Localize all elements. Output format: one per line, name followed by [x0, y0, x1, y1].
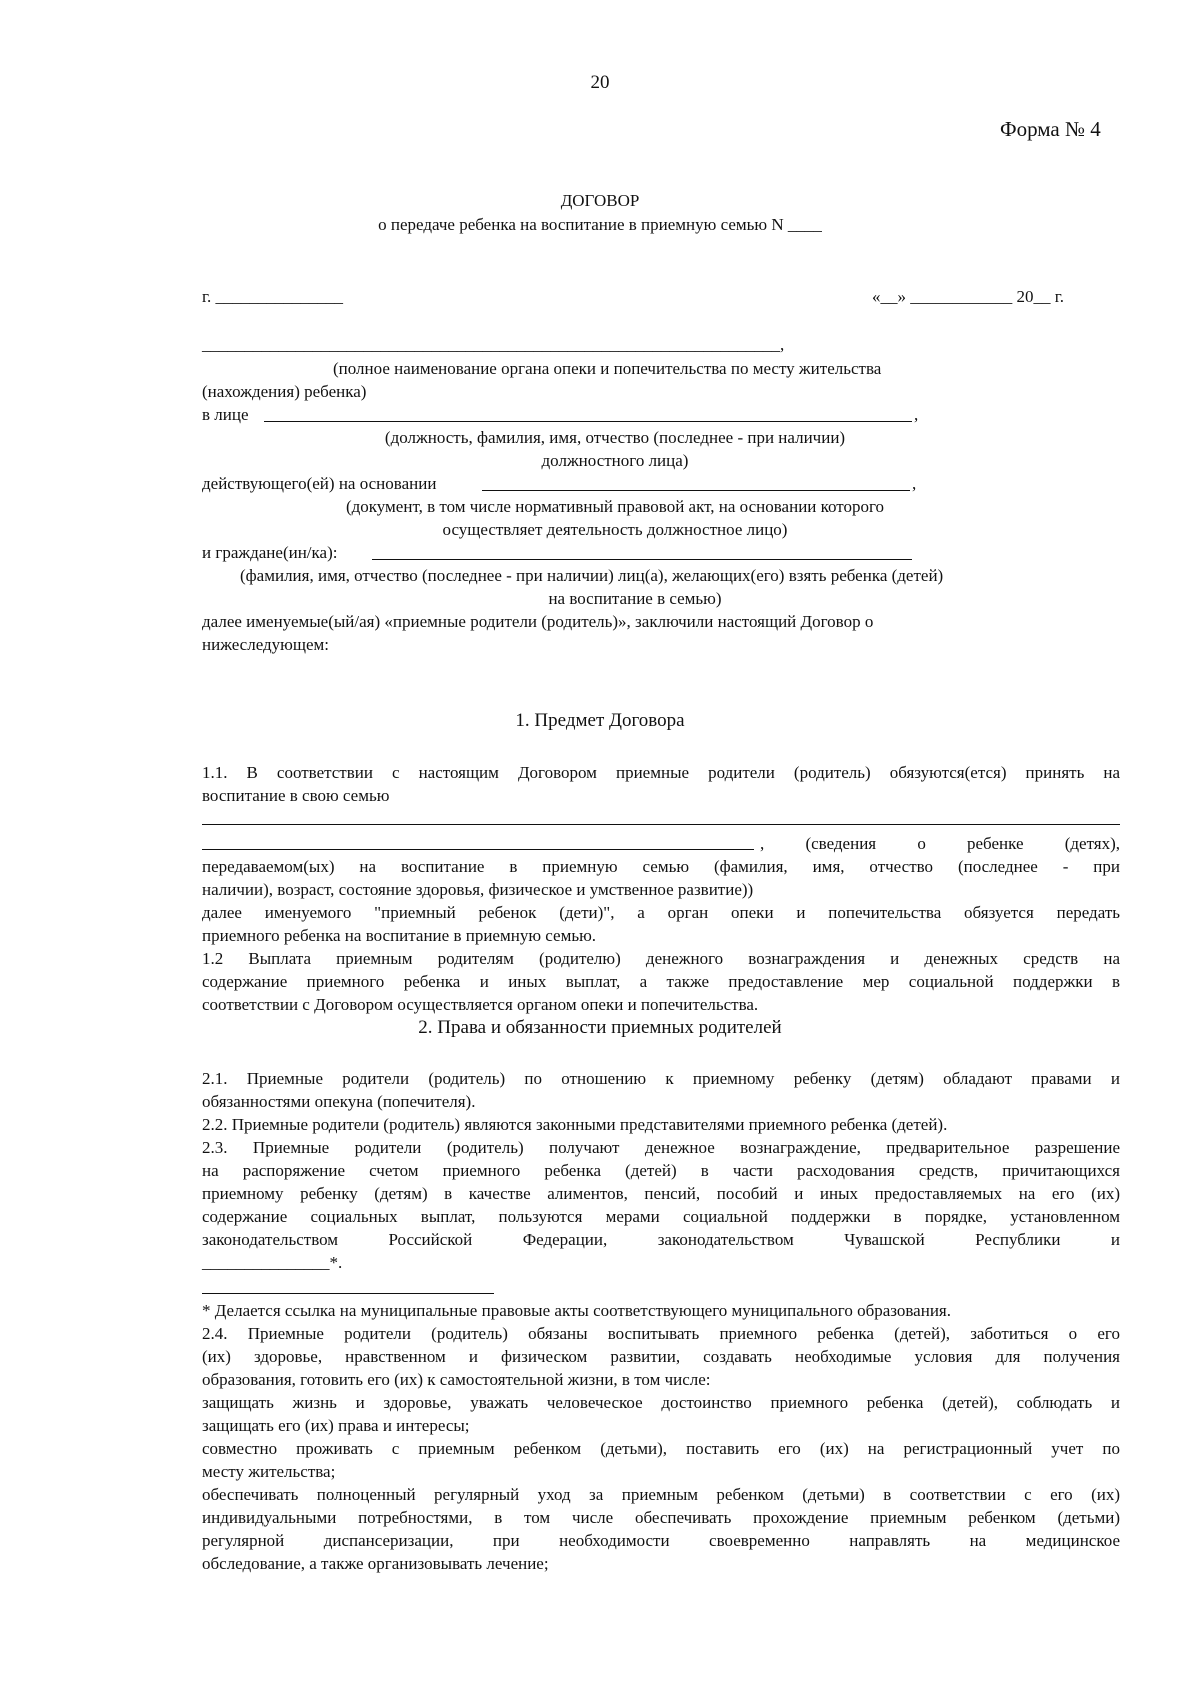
document-subtitle: о передаче ребенка на воспитание в приемную семью N ____	[378, 215, 822, 234]
clause-2-4: 2.4. Приемные родители (родитель) обязаны воспитывать приемного ребенка (детей), заботиться о его	[202, 1324, 1120, 1343]
footnote: * Делается ссылка на муниципальные правовые акты соответствующего муниципального образования.	[202, 1301, 951, 1320]
clause-2-4-l5: защищать его (их) права и интересы;	[202, 1416, 470, 1435]
child-info-note-cont: передаваемом(ых) на воспитание в приемную семью (фамилия, имя, отчество (последнее - при	[202, 857, 1120, 876]
clause-1-1-tail-end: приемного ребенка на воспитание в приемную семью.	[202, 926, 597, 945]
citizens-note-cont: на воспитание в семью)	[548, 589, 722, 608]
clause-2-4-l4: защищать жизнь и здоровье, уважать человеческое достоинство приемного ребенка (детей), соблюдать и	[202, 1393, 1120, 1412]
org-name-note: (полное наименование органа опеки и попечительства по месту жительства	[333, 359, 882, 378]
represented-by-label: в лице	[202, 405, 249, 424]
clause-1-2-cont: содержание приемного ребенка и иных выплат, а также предоставление мер социальной поддержки в	[202, 972, 1120, 991]
basis-blank-line	[482, 490, 910, 491]
contract-date: «__» ____________ 20__ г.	[872, 287, 1065, 306]
clause-2-1-cont: обязанностями опекуна (попечителя).	[202, 1092, 476, 1111]
clause-2-4-l2: (их) здоровье, нравственном и физическом развитии, создавать необходимые условия для получения	[202, 1347, 1120, 1366]
clause-2-3-l5: законодательством Российской Федерации, законодательством Чувашской Республики и	[202, 1230, 1120, 1249]
child-info-note: , (сведения о ребенке (детях),	[760, 834, 1120, 853]
clause-1-1-tail: далее именуемого "приемный ребенок (дети)", а орган опеки и попечительства обязуется передать	[202, 903, 1120, 922]
clause-2-3-l4: содержание социальных выплат, пользуются мерами социальной поддержки в порядке, установленном	[202, 1207, 1120, 1226]
clause-1-1: 1.1. В соответствии с настоящим Договором приемные родители (родитель) обязуются(ется) принять на	[202, 763, 1120, 782]
clause-2-3-l3: приемному ребенку (детям) в качестве алиментов, пенсий, пособий и иных предоставляемых на его (их)	[202, 1184, 1120, 1203]
official-note: (должность, фамилия, имя, отчество (последнее - при наличии)	[384, 428, 846, 447]
basis-comma: ,	[912, 474, 917, 493]
hereinafter-text: далее именуемые(ый/ая) «приемные родители (родитель)», заключили настоящий Договор о	[202, 612, 874, 631]
document-title: ДОГОВОР	[560, 191, 640, 210]
official-blank-line	[264, 421, 912, 422]
clause-2-4-l11: обследование, а также организовывать лечение;	[202, 1554, 549, 1573]
org-name-note-cont: (нахождения) ребенка)	[202, 382, 367, 401]
footnote-separator	[202, 1293, 494, 1294]
section-1-heading: 1. Предмет Договора	[515, 710, 685, 731]
clause-1-1-cont: воспитание в свою семью	[202, 786, 390, 805]
child-info-blank-line	[202, 824, 1120, 825]
citizens-blank-line	[372, 559, 912, 560]
clause-1-2: 1.2 Выплата приемным родителям (родителю) денежного вознаграждения и денежных средств на	[202, 949, 1120, 968]
acting-on-label: действующего(ей) на основании	[202, 474, 437, 493]
clause-2-4-l10: регулярной диспансеризации, при необходимости своевременно направлять на медицинское	[202, 1531, 1120, 1550]
clause-2-2: 2.2. Приемные родители (родитель) являются законными представителями приемного ребенка (детей).	[202, 1115, 948, 1134]
hereinafter-text-cont: нижеследующем:	[202, 635, 330, 654]
clause-2-4-l7: месту жительства;	[202, 1462, 336, 1481]
clause-2-4-l3: образования, готовить его (их) к самостоятельной жизни, в том числе:	[202, 1370, 711, 1389]
page-number: 20	[590, 72, 610, 93]
place-city: г. _______________	[202, 287, 344, 306]
org-name-blank: ____________________________________________________________________,	[202, 335, 785, 354]
child-info-note-end: наличии), возраст, состояние здоровья, физическое и умственное развитие))	[202, 880, 754, 899]
basis-note-cont: осуществляет деятельность должностное лицо)	[442, 520, 788, 539]
citizens-note: (фамилия, имя, отчество (последнее - при наличии) лиц(а), желающих(его) взять ребенка (детей)	[240, 566, 944, 585]
clause-2-3: 2.3. Приемные родители (родитель) получают денежное вознаграждение, предварительное разрешение	[202, 1138, 1120, 1157]
citizens-label: и граждане(ин/ка):	[202, 543, 338, 562]
clause-2-3-l2: на распоряжение счетом приемного ребенка (детей) в части расходования средств, причитающихся	[202, 1161, 1120, 1180]
clause-2-4-l9: индивидуальными потребностями, в том числе обеспечивать прохождение приемным ребенком (детьми)	[202, 1508, 1120, 1527]
clause-1-2-end: соответствии с Договором осуществляется органом опеки и попечительства.	[202, 995, 759, 1014]
child-info-blank-line-2	[202, 849, 754, 850]
clause-2-1: 2.1. Приемные родители (родитель) по отношению к приемному ребенку (детям) обладают правами и	[202, 1069, 1120, 1088]
clause-2-4-l6: совместно проживать с приемным ребенком (детьми), поставить его (их) на регистрационный учет по	[202, 1439, 1120, 1458]
form-label: Форма № 4	[1000, 117, 1101, 141]
section-2-heading: 2. Права и обязанности приемных родителей	[418, 1017, 782, 1038]
official-note-cont: должностного лица)	[541, 451, 689, 470]
official-comma: ,	[914, 405, 919, 424]
clause-2-3-l6: _______________*.	[202, 1253, 343, 1272]
clause-2-4-l8: обеспечивать полноценный регулярный уход за приемным ребенком (детьми) в соответствии с его (их)	[202, 1485, 1120, 1504]
basis-note: (документ, в том числе нормативный правовой акт, на основании которого	[345, 497, 885, 516]
